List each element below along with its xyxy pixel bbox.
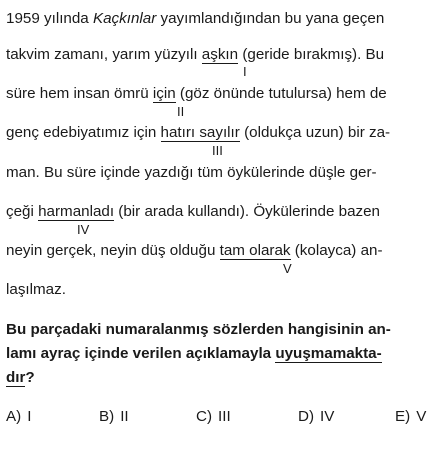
option-d[interactable] xyxy=(298,408,334,426)
option-letter: C) xyxy=(196,408,213,425)
option-value: V xyxy=(416,408,427,425)
option-letter: B) xyxy=(99,408,115,425)
passage-line-3 xyxy=(6,85,387,103)
passage-line-8 xyxy=(6,281,66,299)
question-emphasis: uyuşmamakta- xyxy=(275,345,382,362)
passage-text: takvim zamanı, yarım yüzyılı xyxy=(6,46,202,63)
numeral-label-2: II xyxy=(177,104,185,119)
underlined-word-5: tam olarak xyxy=(219,242,291,259)
option-letter: D) xyxy=(298,408,315,425)
underlined-word-3: hatırı sayılır xyxy=(160,124,240,141)
option-value: IV xyxy=(320,408,335,425)
passage-text: (kolayca) an- xyxy=(290,242,383,259)
passage-text: man. Bu süre içinde yazdığı tüm öykülerinde düşle ger- xyxy=(6,164,377,181)
option-value: III xyxy=(218,408,231,425)
passage-text: (göz önünde tutulursa) hem de xyxy=(175,85,387,102)
underlined-word-1: aşkın xyxy=(201,46,239,63)
book-title: Kaçkınlar xyxy=(92,10,157,27)
underlined-word-4: harmanladı xyxy=(38,203,115,220)
passage-line-2 xyxy=(6,46,384,64)
passage-line-1 xyxy=(6,10,384,28)
option-a[interactable] xyxy=(6,408,31,426)
option-value: II xyxy=(120,408,129,425)
passage-text: (oldukça uzun) bir za- xyxy=(239,124,391,141)
passage-text: (bir arada kullandı). Öykülerinde bazen xyxy=(114,203,381,220)
passage-text: yayımlandığından bu yana geçen xyxy=(156,10,385,27)
option-value: I xyxy=(27,408,32,425)
passage-line-4 xyxy=(6,124,390,142)
question-emphasis: dır xyxy=(6,369,26,386)
option-c[interactable] xyxy=(196,408,231,426)
option-b[interactable] xyxy=(99,408,129,426)
underlined-word-2: için xyxy=(152,85,176,102)
option-letter: A) xyxy=(6,408,22,425)
question-line-2 xyxy=(6,345,382,363)
passage-text: (geride bırakmış). Bu xyxy=(238,46,385,63)
question-text: Bu parçadaki numaralanmış sözlerden hangisinin an- xyxy=(6,321,391,338)
question-line-3 xyxy=(6,369,35,387)
numeral-label-5: V xyxy=(283,261,292,276)
passage-text: laşılmaz. xyxy=(6,281,66,298)
question-text: ? xyxy=(25,369,35,386)
passage-line-5 xyxy=(6,164,377,182)
passage-text: neyin gerçek, neyin düş olduğu xyxy=(6,242,220,259)
question-text: lamı ayraç içinde verilen açıklamayla xyxy=(6,345,276,362)
question-line-1 xyxy=(6,321,391,339)
option-letter: E) xyxy=(395,408,411,425)
numeral-label-3: III xyxy=(212,143,223,158)
numeral-label-4: IV xyxy=(77,222,90,237)
passage-text: genç edebiyatımız için xyxy=(6,124,161,141)
passage-line-6 xyxy=(6,203,380,221)
passage-text: 1959 yılında xyxy=(6,10,93,27)
passage-text: süre hem insan ömrü xyxy=(6,85,153,102)
passage-line-7 xyxy=(6,242,383,260)
passage-text: çeği xyxy=(6,203,39,220)
numeral-label-1: I xyxy=(243,64,247,79)
option-e[interactable] xyxy=(395,408,426,426)
